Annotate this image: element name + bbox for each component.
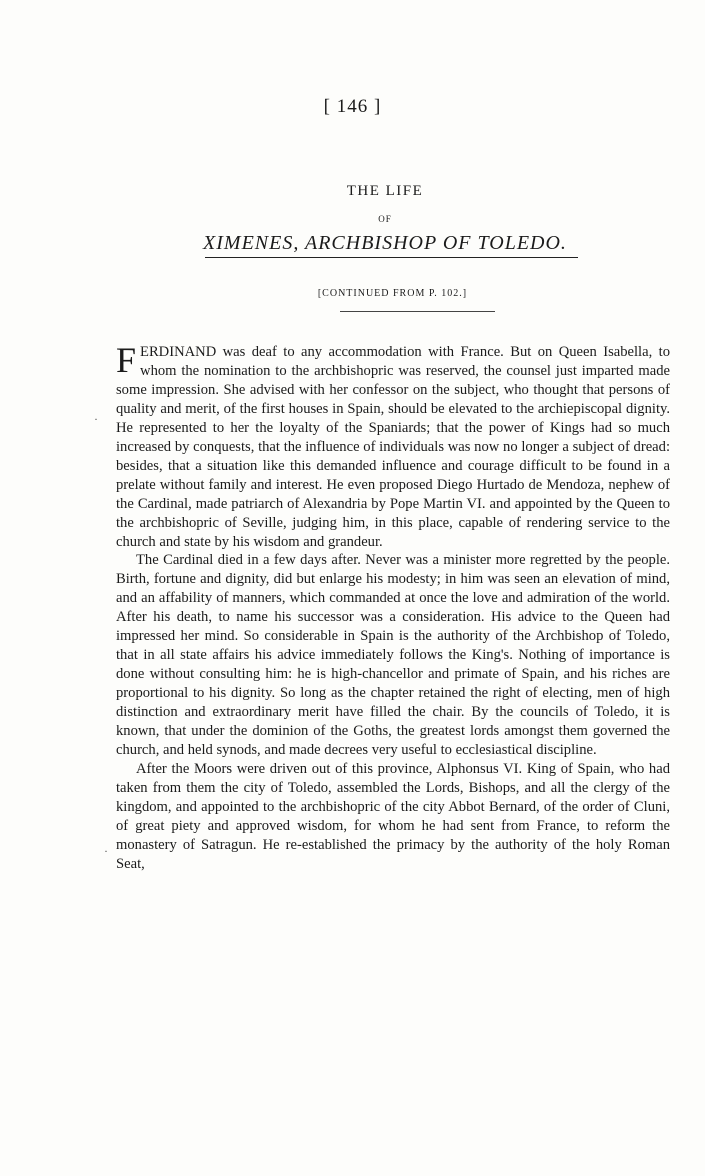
article-title-of: OF xyxy=(378,214,392,224)
paragraph-1 xyxy=(116,340,670,551)
paragraph-3: After the Moors were driven out of this province, Alphonsus VI. King of Spain, who had taken from them the city of Toledo, assembled the Lords, Bishops, and all the clergy of the kingdom, and appointed to the archbishopric of the city Abbot Bernard, of the order of Cluni, of great piety and approved wisdom, for whom he had sent from France, to reform the monastery of Satragun. He re-established the primacy by the authority of the holy Roman Seat, xyxy=(116,760,670,872)
drop-cap: F xyxy=(116,340,137,380)
article-subtitle: XIMENES, ARCHBISHOP OF TOLEDO. xyxy=(203,232,567,254)
paragraph-2: The Cardinal died in a few days after. Never was a minister more regretted by the people. Birth, fortune and dignity, did but enlarge his modesty; in him was seen an elevation of mind, and an affability of manners, which commanded at once the love and admiration of the world. After his death, to name his successor was a consideration. His advice to the Queen had impressed her mind. So considerable in Spain is the authority of the Archbishop of Toledo, that in all state affairs his advice immediately follows the King's. Nothing of importance is done without consulting him: he is high-chancellor and primate of Spain, and his riches are proportional to his dignity. So long as the chapter retained the right of electing, men of high distinction and extraordinary merit have filled the chair. By the councils of Toledo, it is known, that under the dominion of the Goths, the greatest lords amongst them governed the church, and held synods, and made decrees very useful to ecclesiastical discipline. xyxy=(116,552,670,759)
page-number: [ 146 ] xyxy=(323,96,382,117)
title-divider xyxy=(205,257,578,258)
margin-mark: · xyxy=(104,844,108,858)
paragraph-text: ERDINAND was deaf to any accommodation with France. But on Queen Isabella, to whom the nomination to the archbishopric was reserved, the counsel just imparted made some impression. She advised with her confessor on the subject, who thought that persons of quality and merit, of the first houses in Spain, should be elevated to the archiepiscopal dignity. He represented to her the loyalty of the Spaniards; that the power of Kings had so much increased by conquests, that the influence of individuals was now no longer a subject of dread: besides, that a situation like this demanded influence and courage difficult to be found in a prelate without family and interest. He even proposed Diego Hurtado de Mendoza, nephew of the Cardinal, made patriarch of Alexandria by Pope Martin VI. and appointed by the Queen to the archbishopric of Seville, judging him, in this place, capable of rendering service to the church and state by his wisdom and grandeur. xyxy=(116,344,670,550)
article-body xyxy=(116,340,670,874)
continued-divider xyxy=(340,311,495,312)
continued-note: [CONTINUED FROM P. 102.] xyxy=(317,288,468,299)
article-title: THE LIFE xyxy=(346,183,424,199)
margin-mark: · xyxy=(94,412,98,426)
